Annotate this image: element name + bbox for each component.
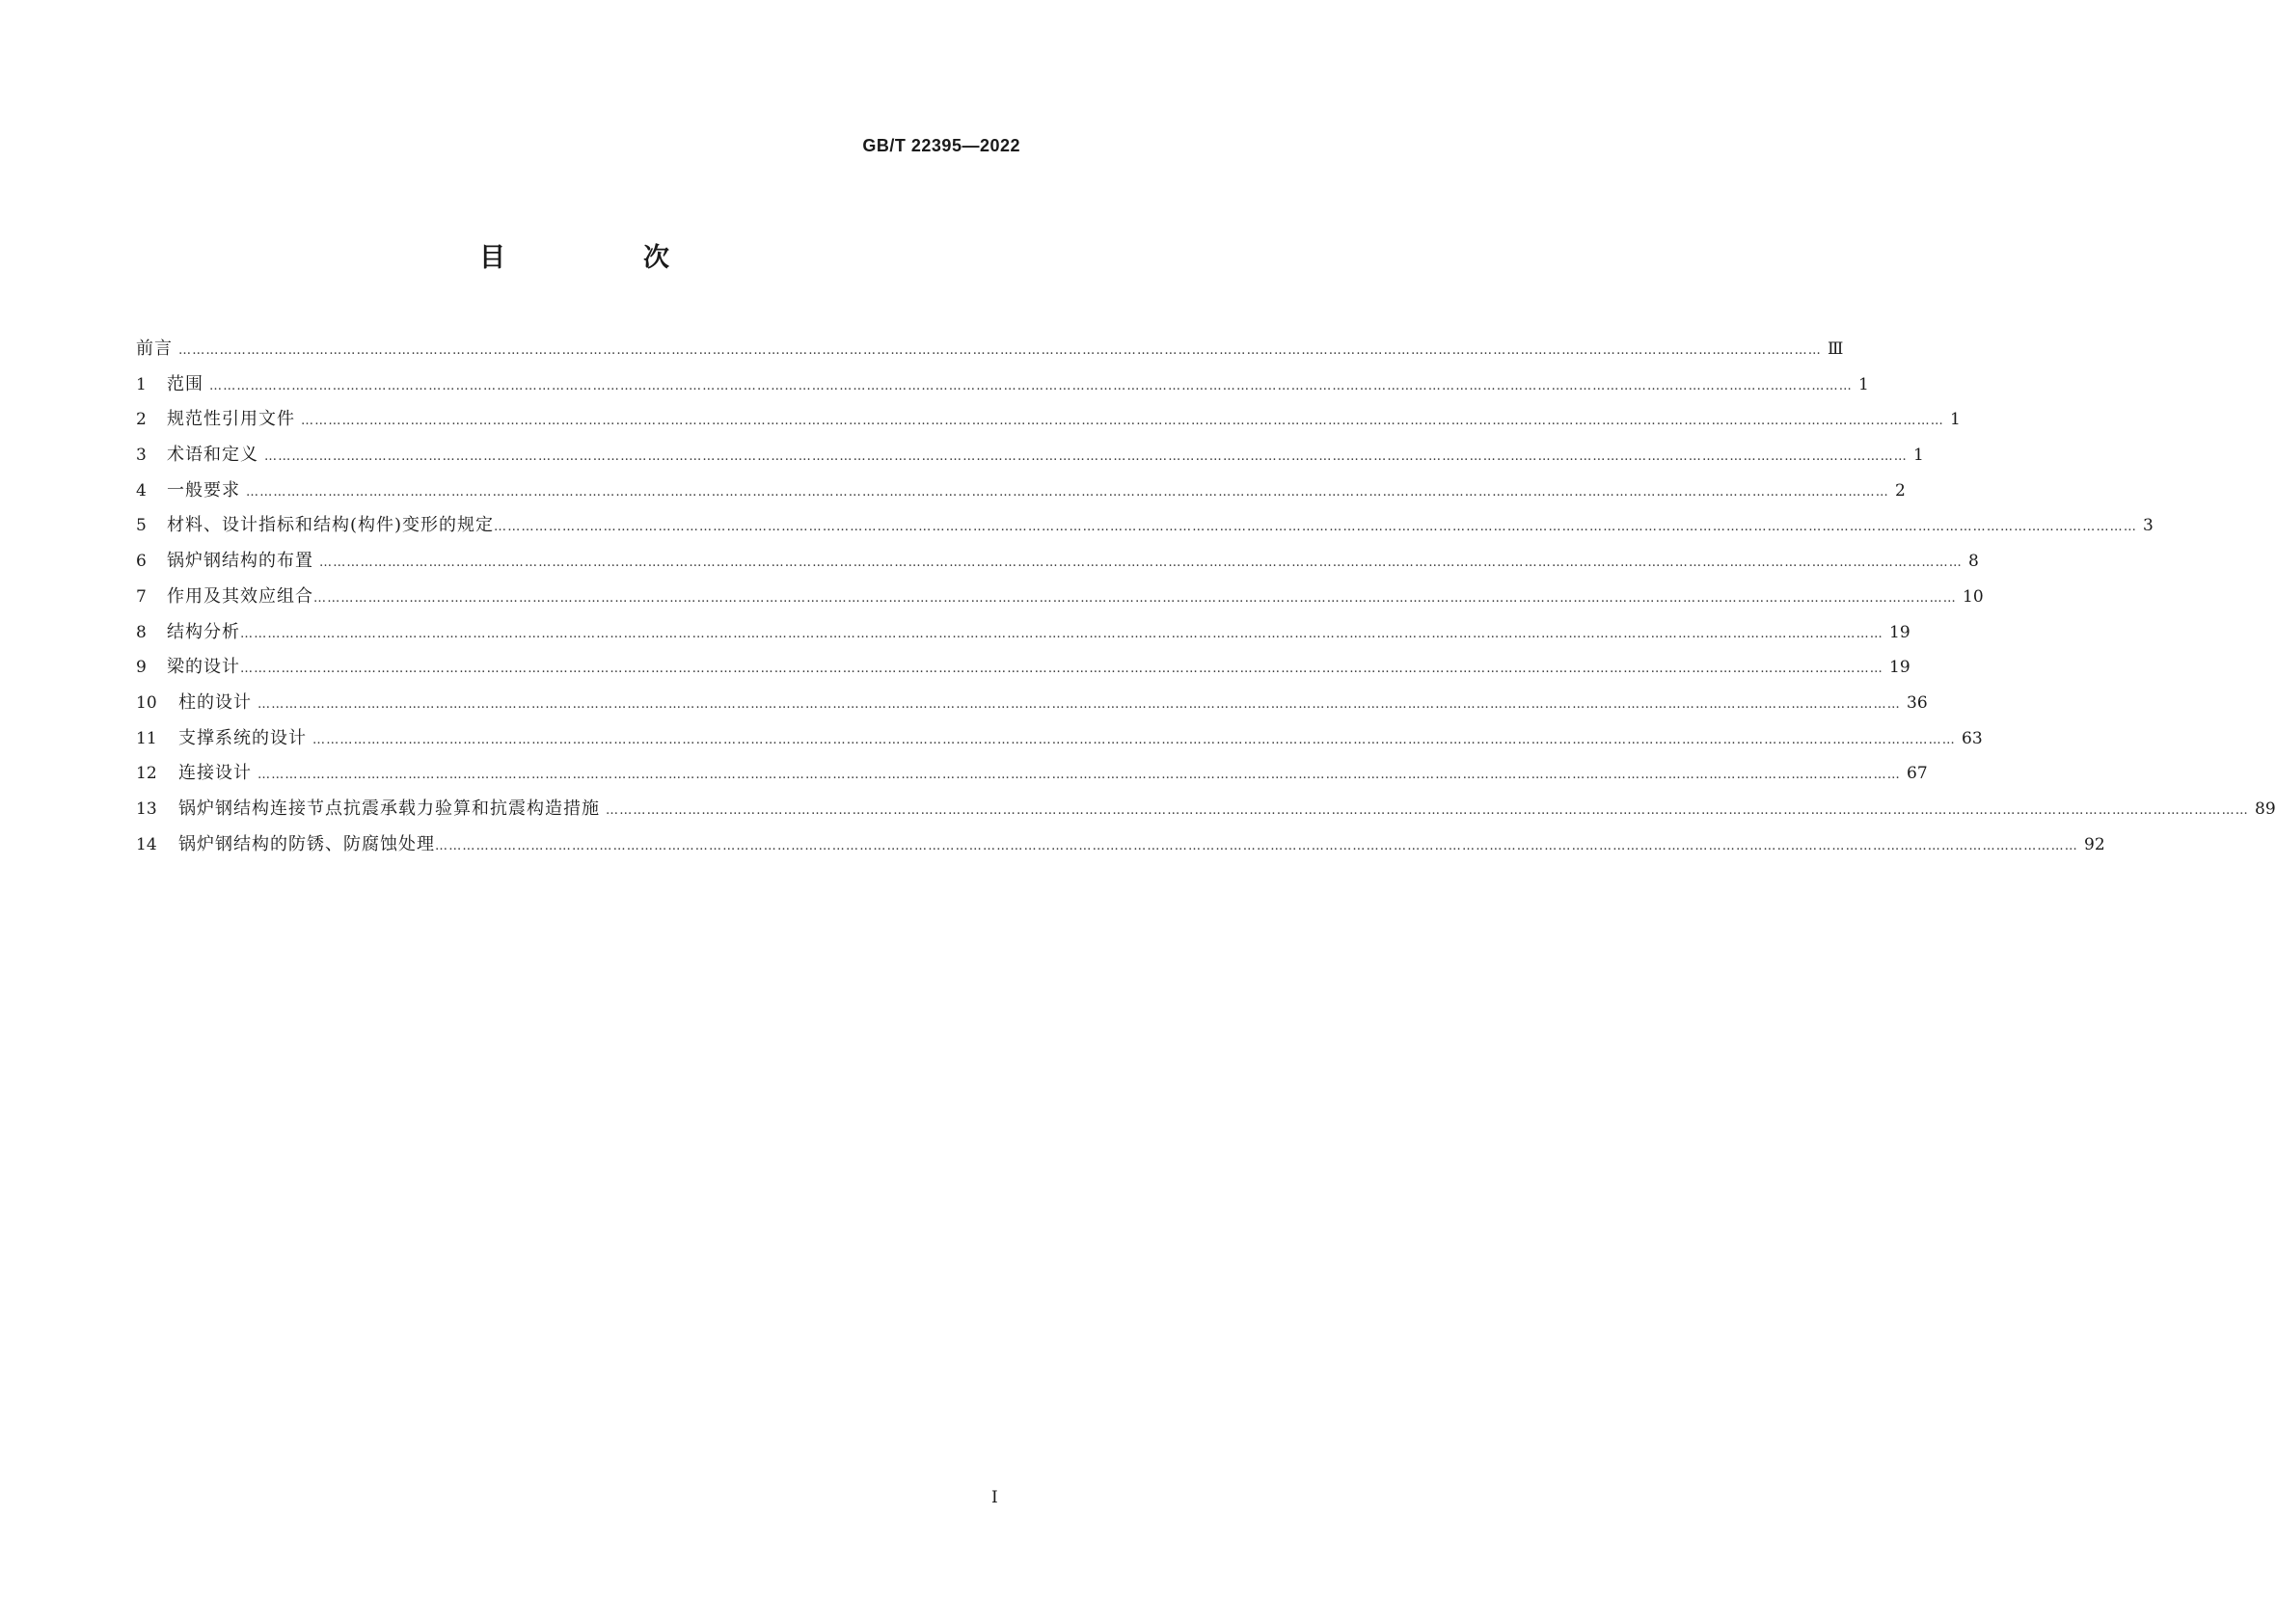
toc-entry[interactable] bbox=[136, 402, 1961, 438]
toc-entry-number: 3 bbox=[136, 446, 147, 466]
toc-entry[interactable] bbox=[136, 544, 1979, 580]
toc-entry-title: 范围 bbox=[167, 373, 203, 394]
toc-entry-number: 2 bbox=[136, 410, 147, 430]
toc-entry-number: 4 bbox=[136, 480, 147, 501]
toc-entry-number: 1 bbox=[136, 374, 147, 394]
toc-leader-dots: ……………………………………………………………………………………………………………………………………………………………………………………………………………………………………………………………………………………………………………………………… bbox=[301, 414, 1944, 429]
table-of-contents bbox=[136, 332, 2276, 862]
toc-leader-dots: ……………………………………………………………………………………………………………………………………………………………………………………………………………………………………………………………………………………………………………………………… bbox=[240, 662, 1883, 677]
toc-leader-dots: ……………………………………………………………………………………………………………………………………………………………………………………………………………………………………………………………………………………………………………………………… bbox=[240, 626, 1883, 641]
toc-leader-dots: ……………………………………………………………………………………………………………………………………………………………………………………………………………………………………………………………………………………………………………………………… bbox=[312, 732, 1956, 747]
toc-entry-page: 8 bbox=[1968, 552, 1979, 572]
toc-entry-page: 10 bbox=[1963, 586, 1984, 607]
toc-entry-page: 19 bbox=[1889, 622, 1910, 642]
standard-code: GB/T 22395—2022 bbox=[862, 136, 1020, 155]
toc-entry-title: 材料、设计指标和结构(构件)变形的规定 bbox=[167, 515, 495, 536]
toc-entry-page: 63 bbox=[1962, 728, 1983, 748]
toc-entry-page: 36 bbox=[1907, 692, 1928, 713]
toc-entry-title: 锅炉钢结构连接节点抗震承载力验算和抗震构造措施 bbox=[178, 798, 600, 819]
toc-leader-dots: ……………………………………………………………………………………………………………………………………………………………………………………………………………………………………………………………………………………………………………………………… bbox=[257, 768, 1901, 783]
toc-entry[interactable] bbox=[136, 615, 1910, 651]
toc-entry-title: 锅炉钢结构的防锈、防腐蚀处理 bbox=[178, 833, 435, 854]
toc-entry-number: 6 bbox=[136, 552, 147, 572]
toc-entry-title: 一般要求 bbox=[167, 479, 240, 501]
toc-entry-number: 13 bbox=[136, 798, 157, 819]
toc-entry-page: 1 bbox=[1950, 410, 1961, 430]
toc-leader-dots: ……………………………………………………………………………………………………………………………………………………………………………………………………………………………………………………………………………………………………………………………… bbox=[435, 838, 2078, 853]
toc-entry-number: 12 bbox=[136, 764, 157, 784]
toc-entry-title: 术语和定义 bbox=[167, 445, 258, 466]
toc-leader-dots: ……………………………………………………………………………………………………………………………………………………………………………………………………………………………………………………………………………………………………………………………… bbox=[264, 449, 1908, 465]
toc-entry-number: 8 bbox=[136, 622, 147, 642]
toc-entry[interactable] bbox=[136, 332, 1844, 367]
toc-entry-page: 89 bbox=[2255, 798, 2276, 819]
toc-entry-page: 1 bbox=[1858, 374, 1869, 394]
toc-entry-number: 10 bbox=[136, 692, 157, 713]
toc-entry-title: 锅炉钢结构的布置 bbox=[167, 551, 313, 572]
toc-entry-page: Ⅲ bbox=[1828, 339, 1844, 359]
toc-entry-title: 作用及其效应组合 bbox=[167, 585, 313, 607]
toc-entry-page: 67 bbox=[1907, 764, 1928, 784]
toc-leader-dots: ……………………………………………………………………………………………………………………………………………………………………………………………………………………………………………………………………………………………………………………………… bbox=[319, 555, 1963, 571]
toc-entry[interactable] bbox=[136, 580, 1984, 615]
toc-entry[interactable] bbox=[136, 474, 1906, 509]
toc-leader-dots: ……………………………………………………………………………………………………………………………………………………………………………………………………………………………………………………………………………………………………………………………… bbox=[246, 484, 1889, 500]
toc-entry-number: 5 bbox=[136, 516, 147, 536]
toc-entry-title: 柱的设计 bbox=[178, 691, 252, 713]
toc-entry[interactable] bbox=[136, 721, 1983, 757]
toc-entry-page: 2 bbox=[1895, 480, 1906, 501]
toc-leader-dots: ……………………………………………………………………………………………………………………………………………………………………………………………………………………………………………………………………………………………………………………………… bbox=[209, 378, 1853, 393]
toc-entry[interactable] bbox=[136, 508, 2154, 544]
toc-entry-page: 1 bbox=[1913, 446, 1924, 466]
toc-entry-number: 9 bbox=[136, 658, 147, 678]
toc-entry[interactable] bbox=[136, 686, 1928, 721]
toc-entry-page: 92 bbox=[2084, 834, 2105, 854]
toc-entry-page: 3 bbox=[2143, 516, 2154, 536]
toc-entry-title: 前言 bbox=[136, 338, 173, 359]
toc-entry-title: 连接设计 bbox=[178, 763, 252, 784]
toc-entry-title: 梁的设计 bbox=[167, 657, 240, 678]
toc-leader-dots: ……………………………………………………………………………………………………………………………………………………………………………………………………………………………………………………………………………………………………………………………… bbox=[313, 590, 1957, 606]
toc-entry[interactable] bbox=[136, 438, 1924, 474]
toc-entry[interactable] bbox=[136, 367, 1869, 403]
toc-entry-title: 规范性引用文件 bbox=[167, 409, 295, 430]
toc-entry-title: 支撑系统的设计 bbox=[178, 727, 307, 748]
toc-entry-number: 11 bbox=[136, 728, 157, 748]
toc-entry-title: 结构分析 bbox=[167, 621, 240, 642]
toc-entry-number: 14 bbox=[136, 834, 157, 854]
toc-leader-dots: ……………………………………………………………………………………………………………………………………………………………………………………………………………………………………………………………………………………………………………………………… bbox=[494, 520, 2138, 535]
toc-entry[interactable] bbox=[136, 756, 1928, 792]
toc-entry-page: 19 bbox=[1889, 658, 1910, 678]
toc-entry-number: 7 bbox=[136, 586, 147, 607]
toc-leader-dots: ……………………………………………………………………………………………………………………………………………………………………………………………………………………………………………………………………………………………………………………………… bbox=[606, 802, 2249, 818]
toc-leader-dots: ……………………………………………………………………………………………………………………………………………………………………………………………………………………………………………………………………………………………………………………………… bbox=[257, 696, 1901, 712]
toc-entry[interactable] bbox=[136, 827, 2105, 863]
toc-entry[interactable] bbox=[136, 792, 2276, 827]
toc-leader-dots: ……………………………………………………………………………………………………………………………………………………………………………………………………………………………………………………………………………………………………………………………… bbox=[178, 343, 1822, 358]
toc-entry[interactable] bbox=[136, 650, 1910, 686]
toc-title: 目 次 bbox=[479, 243, 725, 273]
page-number: Ⅰ bbox=[991, 1488, 998, 1507]
